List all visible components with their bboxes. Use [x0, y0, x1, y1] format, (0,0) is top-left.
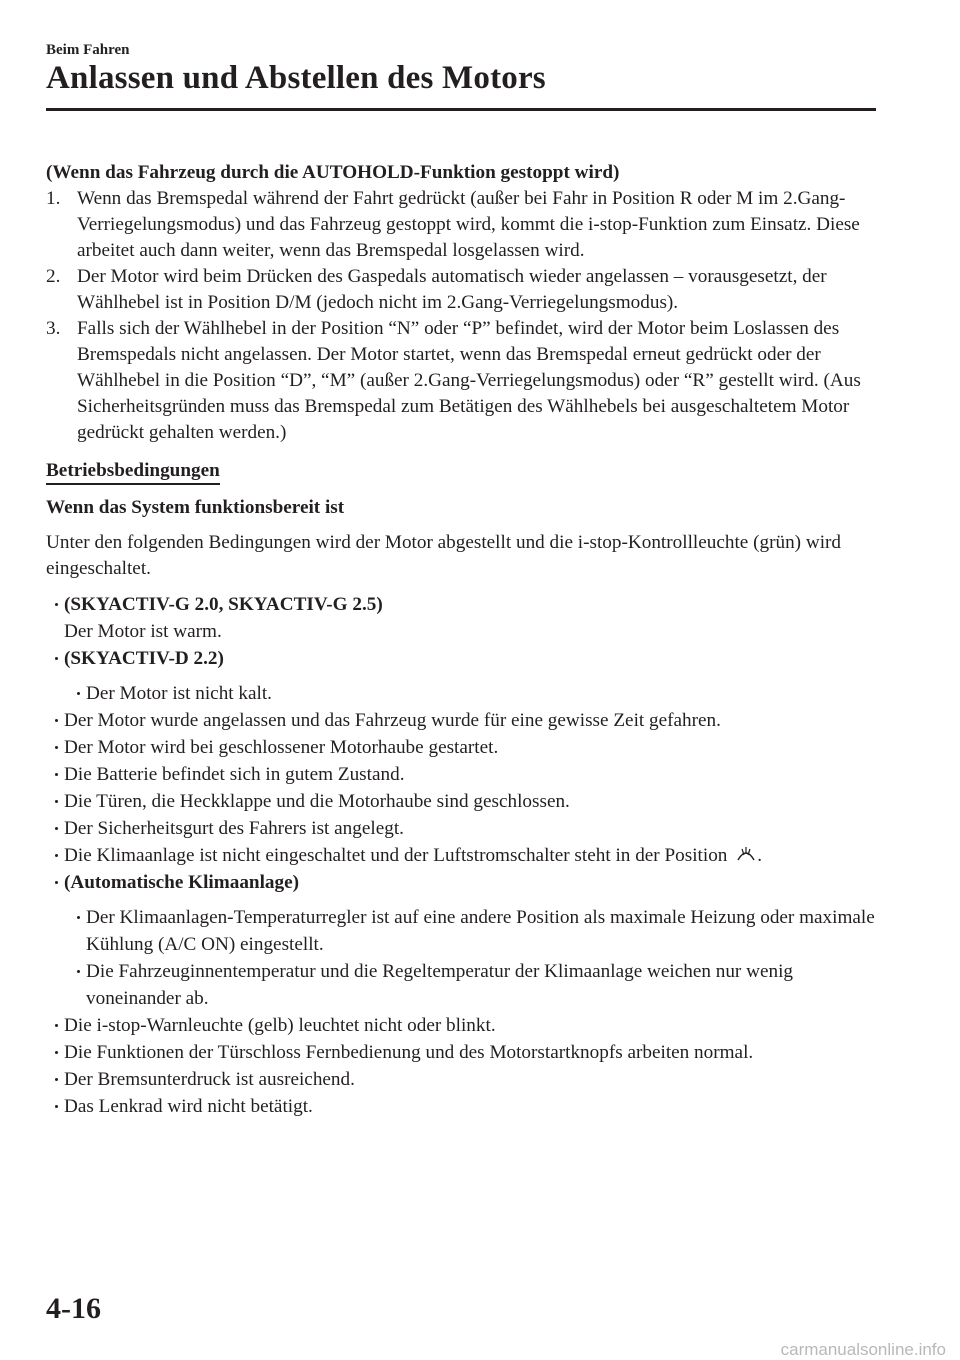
bullet-dot [55, 1105, 58, 1108]
bullet-dot [55, 719, 58, 722]
list-item-text: Die Klimaanlage ist nicht eingeschaltet und der Luftstromschalter steht in der Position [64, 845, 728, 866]
list-item-text: Die Funktionen der Türschloss Fernbedienung und des Motorstartknopfs arbeiten normal. [64, 1042, 754, 1063]
list-item-text: . [757, 845, 762, 866]
sub-list-item [46, 680, 876, 707]
watermark: carmanualsonline.info [780, 1340, 946, 1359]
autohold-heading: (Wenn das Fahrzeug durch die AUTOHOLD-Funktion gestoppt wird) [46, 162, 620, 183]
step-number: 3. [46, 318, 61, 339]
step-item [46, 186, 876, 264]
step-text: Falls sich der Wählhebel in der Position “N” oder “P” befindet, wird der Motor beim Loslassen des Bremspedals nicht angelassen. Der Motor startet, wenn das Bremspedal erneut gedrückt oder der Wählhebel in die Position “D”, “M” (außer 2.Gang-Verriegelungsmodus) oder “R” gestellt wird. (Aus Sicherheitsgründen muss das Bremspedal zum Betätigen des Wählhebels bei ausgeschaltetem Motor gedrückt gehalten werden.) [77, 318, 861, 443]
sub-list-item [46, 958, 876, 1012]
sub-list-item [46, 904, 876, 958]
list-item-text: Die i-stop-Warnleuchte (gelb) leuchtet nicht oder blinkt. [64, 1015, 496, 1036]
bullet-dot [77, 692, 80, 695]
page-content [46, 160, 876, 1120]
list-item [46, 788, 876, 815]
step-number: 2. [46, 266, 61, 287]
conditions-list [46, 591, 876, 1120]
page-number: 4-16 [46, 1292, 101, 1325]
list-item-text: Der Motor wird bei geschlossener Motorhaube gestartet. [64, 737, 499, 758]
bullet-dot [55, 800, 58, 803]
climate-variant-label: (Automatische Klimaanlage) [64, 872, 300, 893]
bullet-dot [55, 773, 58, 776]
airflow-defrost-icon [735, 844, 757, 864]
step-item [46, 264, 876, 316]
engine-variant-label: (SKYACTIV-D 2.2) [64, 648, 224, 669]
conditions-subheading: Wenn das System funktionsbereit ist [46, 497, 345, 518]
list-item [46, 1066, 876, 1093]
list-item-text: Das Lenkrad wird nicht betätigt. [64, 1096, 313, 1117]
title-divider [46, 108, 876, 111]
list-item-text: Der Motor ist nicht kalt. [86, 683, 272, 704]
bullet-dot [55, 1024, 58, 1027]
list-item-text: Der Sicherheitsgurt des Fahrers ist angelegt. [64, 818, 404, 839]
step-number: 1. [46, 188, 61, 209]
bullet-dot [55, 1051, 58, 1054]
step-item [46, 316, 876, 446]
list-item-text: Der Motor ist warm. [64, 621, 222, 642]
list-item [46, 734, 876, 761]
bullet-dot [77, 970, 80, 973]
bullet-dot [55, 827, 58, 830]
conditions-heading: Betriebsbedingungen [46, 459, 220, 485]
list-item-text: Der Klimaanlagen-Temperaturregler ist auf eine andere Position als maximale Heizung oder maximale Kühlung (A/C ON) eingestellt. [86, 907, 875, 955]
list-item-text: Der Motor wurde angelassen und das Fahrzeug wurde für eine gewisse Zeit gefahren. [64, 710, 721, 731]
page-title: Anlassen und Abstellen des Motors [46, 60, 546, 96]
list-item [46, 869, 876, 896]
list-item-text: Die Türen, die Heckklappe und die Motorhaube sind geschlossen. [64, 791, 570, 812]
bullet-dot [77, 916, 80, 919]
bullet-dot [55, 603, 58, 606]
list-item [46, 645, 876, 672]
bullet-dot [55, 1078, 58, 1081]
list-item [46, 1093, 876, 1120]
step-text: Der Motor wird beim Drücken des Gaspedals automatisch wieder angelassen – vorausgesetzt, der Wählhebel ist in Position D/M (jedoch nicht im 2.Gang-Verriegelungsmodus). [77, 266, 827, 313]
list-item [46, 842, 876, 869]
engine-variant-label: (SKYACTIV-G 2.0, SKYACTIV-G 2.5) [64, 594, 383, 615]
section-kicker: Beim Fahren [46, 42, 130, 58]
list-item-text: Der Bremsunterdruck ist ausreichend. [64, 1069, 355, 1090]
autohold-steps [46, 186, 876, 446]
list-item [46, 707, 876, 734]
conditions-intro: Unter den folgenden Bedingungen wird der Motor abgestellt und die i-stop-Kontrollleuchte (grün) wird eingeschaltet. [46, 532, 842, 579]
list-item-text: Die Fahrzeuginnentemperatur und die Regeltemperatur der Klimaanlage weichen nur wenig voneinander ab. [86, 961, 793, 1009]
list-item-text: Die Batterie befindet sich in gutem Zustand. [64, 764, 405, 785]
list-item [46, 761, 876, 788]
bullet-dot [55, 746, 58, 749]
list-item [46, 1012, 876, 1039]
bullet-dot [55, 854, 58, 857]
step-text: Wenn das Bremspedal während der Fahrt gedrückt (außer bei Fahr in Position R oder M im 2.Gang-Verriegelungsmodus) und das Fahrzeug gestoppt wird, kommt die i-stop-Funktion zum Einsatz. Diese arbeitet auch dann weiter, wenn das Bremspedal losgelassen wird. [77, 188, 860, 261]
list-item [46, 815, 876, 842]
bullet-dot [55, 881, 58, 884]
bullet-dot [55, 657, 58, 660]
list-item [46, 591, 876, 645]
list-item [46, 1039, 876, 1066]
